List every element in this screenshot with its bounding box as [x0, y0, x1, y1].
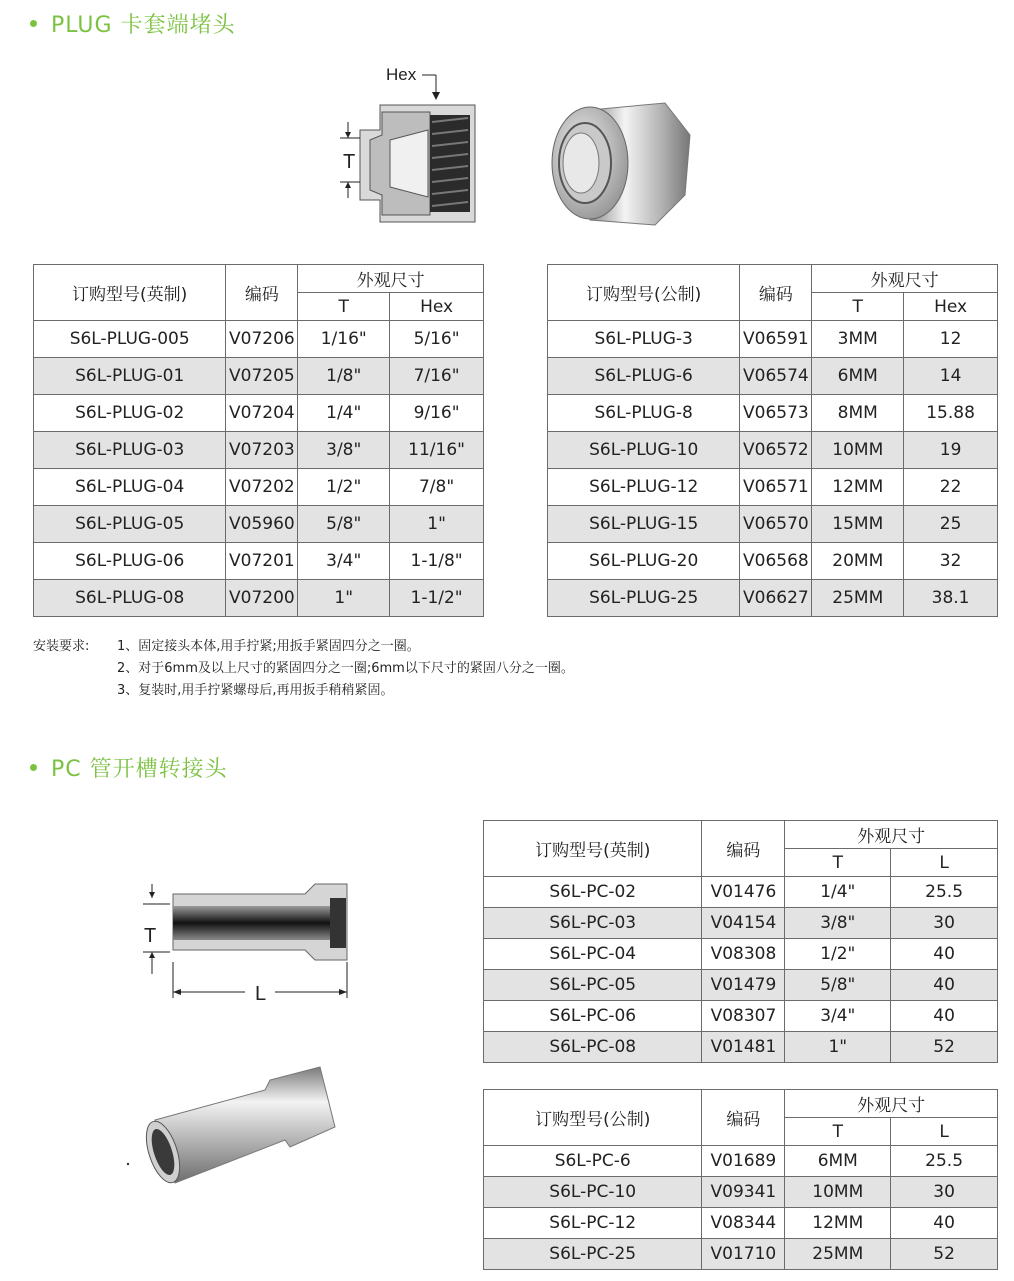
cell-dim2: 15.88 [904, 395, 998, 432]
notes-label: 安装要求: [33, 639, 90, 654]
note-line-3: 3、复装时,用手拧紧螺母后,再用扳手稍稍紧固。 [117, 683, 394, 698]
table-row [548, 506, 998, 543]
header-model: 订购型号(英制) [484, 821, 702, 877]
cell-dim2: 32 [904, 543, 998, 580]
pc-dimension-diagram [135, 878, 360, 1006]
cell-t: 1/2" [785, 939, 891, 970]
bullet-dot-icon [30, 764, 37, 771]
cell-code: V07201 [226, 543, 298, 580]
cell-dim2: 38.1 [904, 580, 998, 617]
cell-t: 12MM [812, 469, 904, 506]
cell-dim2: 40 [891, 1001, 998, 1032]
cell-t: 3/8" [298, 432, 390, 469]
header-code: 编码 [702, 1090, 785, 1146]
pc-product-photo [125, 1065, 340, 1200]
cell-dim2: 9/16" [390, 395, 484, 432]
pc-l-label: L [255, 983, 267, 1005]
cell-code: V07203 [226, 432, 298, 469]
cell-model: S6L-PLUG-6 [548, 358, 740, 395]
cell-dim2: 1-1/8" [390, 543, 484, 580]
table-row [484, 1239, 998, 1270]
table-row [484, 1208, 998, 1239]
table-row [548, 432, 998, 469]
header-dims: 外观尺寸 [785, 1090, 998, 1118]
cell-model: S6L-PLUG-12 [548, 469, 740, 506]
plug-hex-label: Hex [386, 65, 417, 84]
table-row [34, 395, 484, 432]
cell-model: S6L-PC-06 [484, 1001, 702, 1032]
cell-dim2: 52 [891, 1032, 998, 1063]
cell-dim2: 25 [904, 506, 998, 543]
cell-t: 10MM [785, 1177, 891, 1208]
header-hex: Hex [904, 293, 998, 321]
cell-t: 3/4" [785, 1001, 891, 1032]
installation-notes [33, 636, 574, 702]
plug-imperial-table [33, 264, 484, 617]
plug-metric-table [547, 264, 998, 617]
cell-code: V01481 [702, 1032, 785, 1063]
cell-code: V08307 [702, 1001, 785, 1032]
header-model: 订购型号(英制) [34, 265, 226, 321]
cell-model: S6L-PLUG-20 [548, 543, 740, 580]
cell-model: S6L-PC-12 [484, 1208, 702, 1239]
cell-dim2: 7/8" [390, 469, 484, 506]
table-row [34, 580, 484, 617]
cell-t: 6MM [785, 1146, 891, 1177]
pc-metric-table [483, 1089, 998, 1270]
cell-model: S6L-PC-04 [484, 939, 702, 970]
pc-imperial-table [483, 820, 998, 1063]
cell-dim2: 7/16" [390, 358, 484, 395]
header-code: 编码 [740, 265, 812, 321]
cell-code: V07202 [226, 469, 298, 506]
cell-t: 1/8" [298, 358, 390, 395]
header-t: T [785, 849, 891, 877]
note-line-2: 2、对于6mm及以上尺寸的紧固四分之一圈;6mm以下尺寸的紧固八分之一圈。 [117, 661, 574, 676]
cell-dim2: 40 [891, 970, 998, 1001]
header-code: 编码 [226, 265, 298, 321]
table-row [34, 321, 484, 358]
cell-t: 8MM [812, 395, 904, 432]
cell-code: V01689 [702, 1146, 785, 1177]
cell-model: S6L-PC-05 [484, 970, 702, 1001]
table-row [484, 970, 998, 1001]
plug-product-photo [545, 95, 695, 235]
cell-model: S6L-PC-03 [484, 908, 702, 939]
cell-model: S6L-PLUG-05 [34, 506, 226, 543]
cell-t: 1/4" [298, 395, 390, 432]
header-t: T [785, 1118, 891, 1146]
cell-t: 25MM [785, 1239, 891, 1270]
cell-code: V01476 [702, 877, 785, 908]
cell-code: V07205 [226, 358, 298, 395]
header-model: 订购型号(公制) [484, 1090, 702, 1146]
cell-t: 1" [298, 580, 390, 617]
table-row [484, 1001, 998, 1032]
cell-t: 20MM [812, 543, 904, 580]
cell-t: 10MM [812, 432, 904, 469]
cell-t: 1/16" [298, 321, 390, 358]
cell-dim2: 52 [891, 1239, 998, 1270]
table-row [548, 469, 998, 506]
cell-code: V05960 [226, 506, 298, 543]
cell-model: S6L-PC-25 [484, 1239, 702, 1270]
cell-code: V07206 [226, 321, 298, 358]
cell-code: V07204 [226, 395, 298, 432]
cell-t: 1/2" [298, 469, 390, 506]
cell-model: S6L-PC-6 [484, 1146, 702, 1177]
cell-model: S6L-PC-02 [484, 877, 702, 908]
cell-t: 1/4" [785, 877, 891, 908]
table-row [548, 358, 998, 395]
table-row [484, 1177, 998, 1208]
bullet-dot-icon [30, 20, 37, 27]
header-dims: 外观尺寸 [812, 265, 998, 293]
cell-dim2: 30 [891, 908, 998, 939]
pc-title-text: PC 管开槽转接头 [51, 757, 228, 782]
header-dims: 外观尺寸 [298, 265, 484, 293]
header-t: T [812, 293, 904, 321]
cell-dim2: 14 [904, 358, 998, 395]
cell-dim2: 1" [390, 506, 484, 543]
header-l: L [891, 1118, 998, 1146]
table-row [484, 1146, 998, 1177]
cell-dim2: 5/16" [390, 321, 484, 358]
cell-code: V06570 [740, 506, 812, 543]
cell-model: S6L-PLUG-10 [548, 432, 740, 469]
cell-model: S6L-PLUG-25 [548, 580, 740, 617]
cell-t: 3MM [812, 321, 904, 358]
cell-code: V06571 [740, 469, 812, 506]
cell-code: V06573 [740, 395, 812, 432]
table-row [34, 543, 484, 580]
cell-model: S6L-PLUG-01 [34, 358, 226, 395]
cell-dim2: 25.5 [891, 877, 998, 908]
cell-dim2: 11/16" [390, 432, 484, 469]
table-row [548, 395, 998, 432]
cell-dim2: 19 [904, 432, 998, 469]
cell-dim2: 1-1/2" [390, 580, 484, 617]
cell-code: V06627 [740, 580, 812, 617]
table-row [34, 358, 484, 395]
cell-code: V06591 [740, 321, 812, 358]
plug-cross-section-diagram [330, 60, 490, 230]
cell-code: V07200 [226, 580, 298, 617]
cell-t: 1" [785, 1032, 891, 1063]
header-t: T [298, 293, 390, 321]
cell-model: S6L-PLUG-03 [34, 432, 226, 469]
table-row [484, 1032, 998, 1063]
cell-code: V06574 [740, 358, 812, 395]
cell-code: V08308 [702, 939, 785, 970]
cell-code: V08344 [702, 1208, 785, 1239]
table-row [484, 908, 998, 939]
cell-t: 25MM [812, 580, 904, 617]
cell-dim2: 40 [891, 1208, 998, 1239]
cell-t: 3/8" [785, 908, 891, 939]
table-row [548, 543, 998, 580]
cell-code: V06572 [740, 432, 812, 469]
cell-dim2: 40 [891, 939, 998, 970]
cell-model: S6L-PLUG-005 [34, 321, 226, 358]
table-row [484, 877, 998, 908]
cell-dim2: 22 [904, 469, 998, 506]
cell-t: 3/4" [298, 543, 390, 580]
cell-dim2: 25.5 [891, 1146, 998, 1177]
table-row [548, 580, 998, 617]
header-code: 编码 [702, 821, 785, 877]
cell-code: V01710 [702, 1239, 785, 1270]
cell-code: V06568 [740, 543, 812, 580]
cell-t: 5/8" [298, 506, 390, 543]
pc-section-title [30, 752, 228, 783]
header-dims: 外观尺寸 [785, 821, 998, 849]
cell-model: S6L-PC-08 [484, 1032, 702, 1063]
table-row [548, 321, 998, 358]
cell-t: 15MM [812, 506, 904, 543]
note-line-1: 1、固定接头本体,用手拧紧;用扳手紧固四分之一圈。 [117, 639, 420, 654]
cell-dim2: 12 [904, 321, 998, 358]
cell-model: S6L-PLUG-02 [34, 395, 226, 432]
cell-code: V01479 [702, 970, 785, 1001]
header-model: 订购型号(公制) [548, 265, 740, 321]
cell-model: S6L-PLUG-06 [34, 543, 226, 580]
header-hex: Hex [390, 293, 484, 321]
cell-t: 12MM [785, 1208, 891, 1239]
cell-model: S6L-PLUG-15 [548, 506, 740, 543]
cell-t: 5/8" [785, 970, 891, 1001]
table-row [34, 506, 484, 543]
cell-model: S6L-PLUG-8 [548, 395, 740, 432]
cell-code: V09341 [702, 1177, 785, 1208]
header-l: L [891, 849, 998, 877]
table-row [34, 432, 484, 469]
cell-t: 6MM [812, 358, 904, 395]
cell-code: V04154 [702, 908, 785, 939]
plug-section-title [30, 8, 236, 39]
table-row [34, 469, 484, 506]
cell-model: S6L-PLUG-08 [34, 580, 226, 617]
cell-dim2: 30 [891, 1177, 998, 1208]
table-row [484, 939, 998, 970]
pc-t-label: T [144, 925, 157, 947]
plug-t-label: T [343, 151, 356, 173]
cell-model: S6L-PC-10 [484, 1177, 702, 1208]
cell-model: S6L-PLUG-04 [34, 469, 226, 506]
plug-title-text: PLUG 卡套端堵头 [51, 13, 236, 38]
cell-model: S6L-PLUG-3 [548, 321, 740, 358]
